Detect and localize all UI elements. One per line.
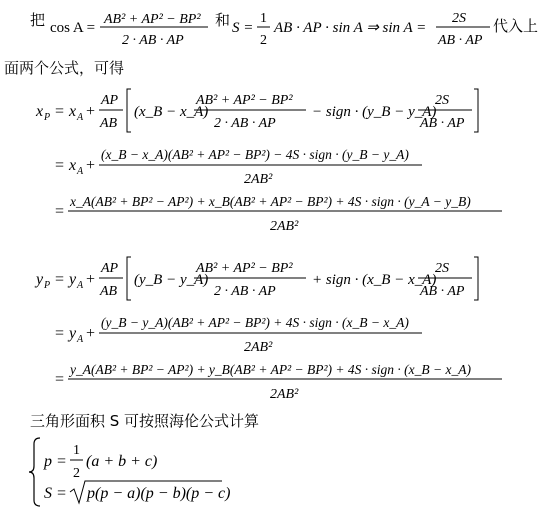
equals-sign: = [55,325,65,342]
cos-a-label: cos A = [50,20,96,36]
xa-subscript: A [77,112,84,123]
xp-line-3 [55,194,502,234]
xp-subscript: P [44,112,51,123]
yp-term1: (y_B − y_A) [134,272,209,288]
ab-denominator: AB [100,284,118,299]
intro-and: 和 [215,11,231,29]
s-equals: S = [232,20,254,36]
left-bracket [127,89,131,132]
ap-numerator: AP [101,261,119,276]
yp-cos-numerator: AB² + AP² − BP² [196,261,293,276]
xa-subscript: A [77,166,84,177]
yp-symbol: y [36,271,44,288]
xp-sin-denominator: AB · AP [420,116,465,131]
xp-line3-numerator: x_A(AB² + BP² − AP²) + x_B(AB² + AP² − BP²) + 4S · sign · (y_A − y_B) [70,194,471,209]
right-bracket [474,257,478,300]
yp-subscript: P [44,280,51,291]
sin-denominator: AB · AP [438,33,483,48]
xa-term: x [69,103,77,120]
intro-suffix: 代入上 [493,17,539,35]
xp-line3-denominator: 2AB² [270,219,299,234]
intro-prefix: 把 [30,11,46,29]
xp-line-1 [35,89,478,132]
yp-line2-numerator: (y_B − y_A)(AB² + AP² − BP²) + 4S · sign · (x_B − x_A) [101,315,409,330]
left-brace [29,438,40,506]
yp-line-2 [55,315,422,355]
xp-cos-denominator: 2 · AB · AP [214,116,276,131]
ya-term: y [69,325,77,342]
cos-numerator: AB² + AP² − BP² [104,12,201,27]
sin-numerator: 2S [452,11,466,26]
equals-sign: = [55,157,65,174]
yp-line-1 [34,257,478,300]
plus-sign: + [86,157,96,174]
half-numerator: 1 [260,11,267,26]
xp-line-2 [55,147,422,187]
equals-sign: = [55,271,65,288]
heron-p-label: p = [44,453,67,470]
yp-line2-denominator: 2AB² [244,340,273,355]
yp-term2: + sign · (x_B − x_A) [312,272,437,288]
heron-p-rhs: (a + b + c) [86,453,158,470]
cos-denominator: 2 · AB · AP [122,33,184,48]
xp-term1: (x_B − x_A) [134,104,209,120]
xa-term: x [69,157,77,174]
ya-subscript: A [77,280,84,291]
cos-formula [50,12,208,48]
intro-line2: 面两个公式，可得 [4,59,125,77]
ya-term: y [69,271,77,288]
yp-sin-numerator: 2S [435,261,449,276]
plus-sign: + [86,325,96,342]
equals-sign: = [55,203,65,220]
half-denominator: 2 [260,33,267,48]
xp-term2: − sign · (y_B − y_A) [312,104,437,120]
equals-sign: = [55,371,65,388]
s-rhs: AB · AP · sin A ⇒ sin A = [274,20,427,36]
heron-half-denominator: 2 [73,466,80,481]
heron-half-numerator: 1 [73,443,80,458]
ap-numerator: AP [101,93,119,108]
heron-s-rhs: p(p − a)(p − b)(p − c) [87,485,231,502]
xp-cos-numerator: AB² + AP² − BP² [196,93,293,108]
area-formula [232,11,490,48]
plus-sign: + [86,103,96,120]
ab-denominator: AB [100,116,118,131]
heron-caption: 三角形面积 S 可按照海伦公式计算 [30,412,260,430]
xp-symbol: x [36,103,44,120]
yp-line3-numerator: y_A(AB² + BP² − AP²) + y_B(AB² + AP² − BP²) + 4S · sign · (x_B − x_A) [70,362,471,377]
heron-s-label: S = [44,485,67,502]
left-bracket [127,257,131,300]
right-bracket [474,89,478,132]
xp-line2-denominator: 2AB² [244,172,273,187]
xp-equals: = [55,103,65,120]
yp-sin-denominator: AB · AP [420,284,465,299]
xp-line2-numerator: (x_B − x_A)(AB² + AP² − BP²) − 4S · sign · (y_B − y_A) [101,147,409,162]
plus-sign: + [86,271,96,288]
yp-cos-denominator: 2 · AB · AP [214,284,276,299]
yp-line-3 [55,362,502,402]
yp-line3-denominator: 2AB² [270,387,299,402]
ya-subscript: A [77,334,84,345]
xp-sin-numerator: 2S [435,93,449,108]
heron-system [29,438,230,506]
